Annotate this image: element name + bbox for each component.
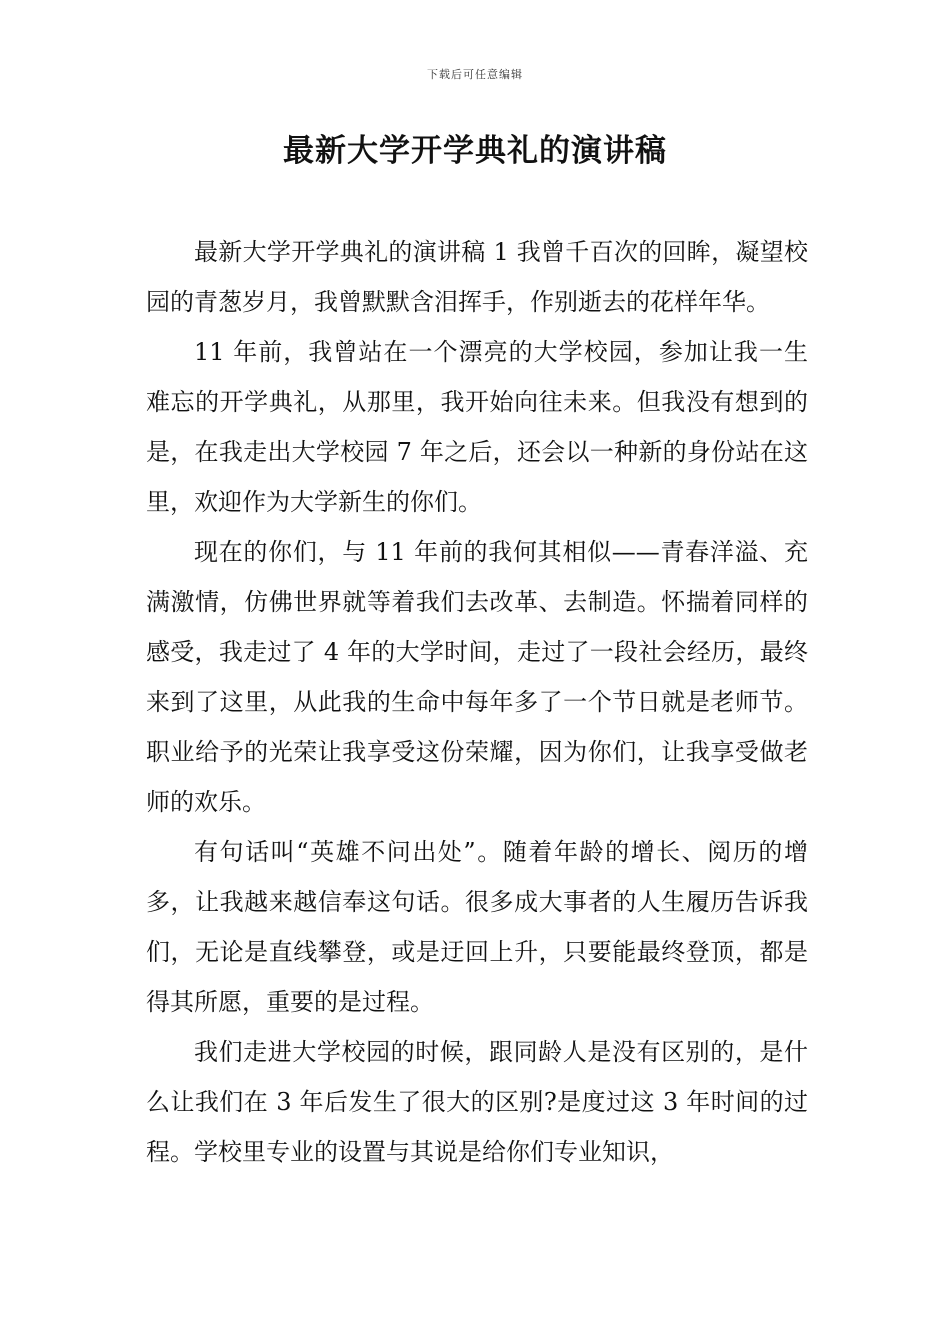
document-body <box>146 227 808 1177</box>
paragraph: 现在的你们，与 11 年前的我何其相似——青春洋溢、充满激情，仿佛世界就等着我们去改革、去制造。怀揣着同样的感受，我走过了 4 年的大学时间，走过了一段社会经历，最终来到了这里，从此我的生命中每年多了一个节日就是老师节。职业给予的光荣让我享受这份荣耀，因为你们，让我享受做老师的欢乐。 <box>146 538 808 816</box>
paragraph: 最新大学开学典礼的演讲稿 1 我曾千百次的回眸，凝望校园的青葱岁月，我曾默默含泪挥手，作别逝去的花样年华。 <box>146 238 808 316</box>
header-note: 下载后可任意编辑 <box>427 68 523 81</box>
document-title: 最新大学开学典礼的演讲稿 <box>283 133 667 169</box>
paragraph: 11 年前，我曾站在一个漂亮的大学校园，参加让我一生难忘的开学典礼，从那里，我开始向往未来。但我没有想到的是，在我走出大学校园 7 年之后，还会以一种新的身份站在这里，欢迎作为大学新生的你们。 <box>146 338 808 516</box>
paragraph: 我们走进大学校园的时候，跟同龄人是没有区别的，是什么让我们在 3 年后发生了很大的区别?是度过这 3 年时间的过程。学校里专业的设置与其说是给你们专业知识， <box>146 1038 808 1166</box>
paragraph: 有句话叫“英雄不问出处”。随着年龄的增长、阅历的增多，让我越来越信奉这句话。很多成大事者的人生履历告诉我们，无论是直线攀登，或是迂回上升，只要能最终登顶，都是得其所愿，重要的是过程。 <box>146 838 808 1016</box>
